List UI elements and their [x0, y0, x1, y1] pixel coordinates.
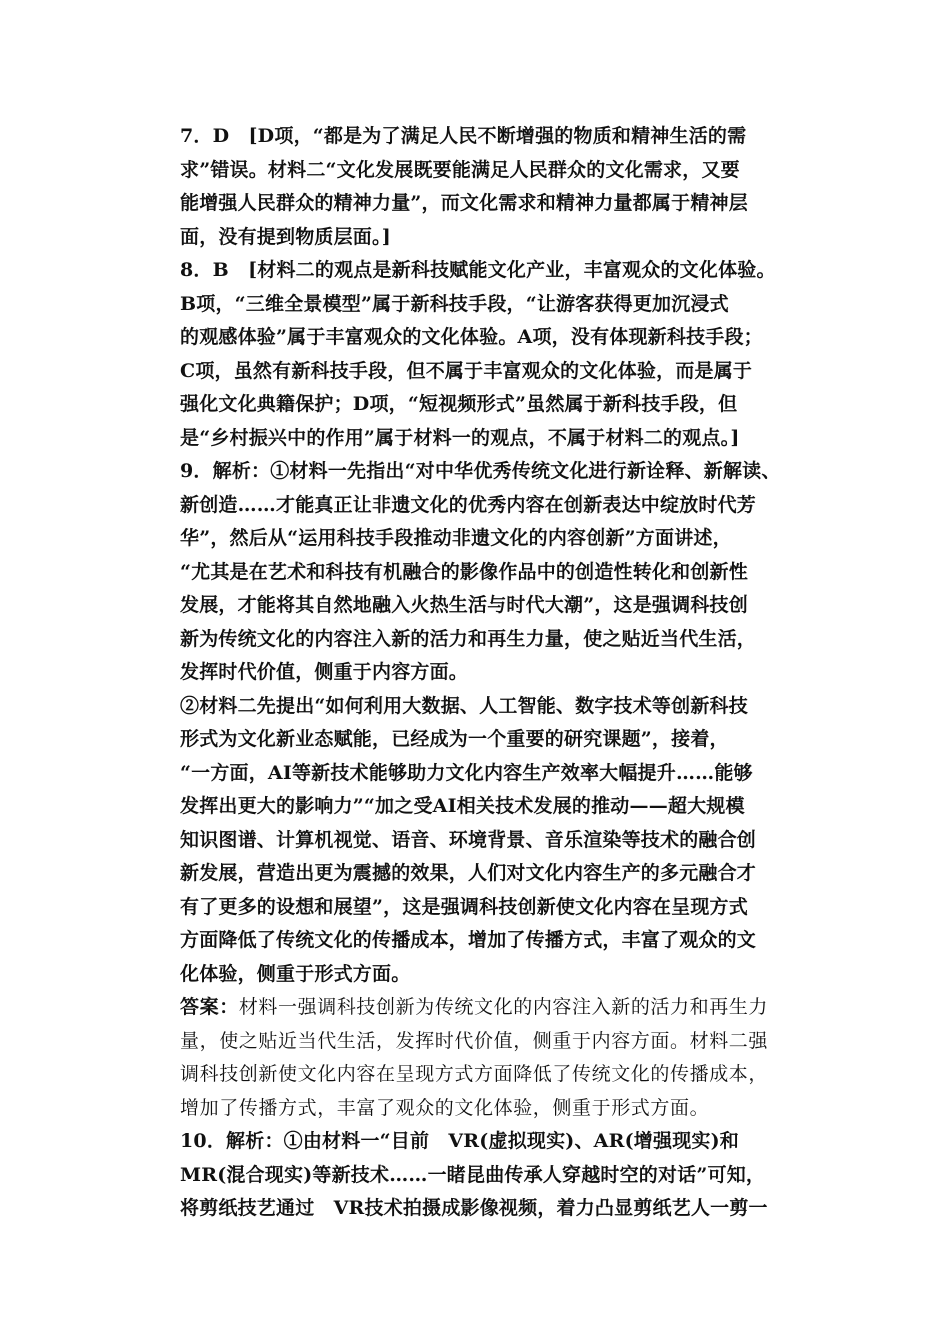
q9-line-5: 发展，才能将其自然地融入火热生活与时代大潮”，这是强调科技创 [180, 594, 748, 616]
q9-line-15: 方面降低了传统文化的传播成本，增加了传播方式，丰富了观众的文 [180, 929, 757, 951]
q9-line-13: 新发展，营造出更为震撼的效果，人们对文化内容生产的多元融合才 [180, 862, 757, 884]
q9-line-10: “一方面，AI等新技术能够助力文化内容生产效率大幅提升……能够 [180, 761, 753, 784]
q8-line-3: 的观感体验”属于丰富观众的文化体验。A项，没有体现新科技手段； [180, 326, 763, 348]
q7-line-1: 7．D [D项，“都是为了满足人民不断增强的物质和精神生活的需 [180, 125, 747, 147]
q10-line-1: 10．解析：①由材料一“目前 VR(虚拟现实)、AR(增强现实)和 [180, 1130, 739, 1152]
answer-line-4: 增加了传播方式，丰富了观众的文化体验，侧重于形式方面。 [180, 1096, 710, 1119]
q9-line-7: 发挥时代价值，侧重于内容方面。 [180, 661, 469, 683]
answer-line-3: 调科技创新使文化内容在呈现方式方面降低了传统文化的传播成本， [180, 1063, 769, 1085]
q9-line-8: ②材料二先提出“如何利用大数据、人工智能、数字技术等创新科技 [180, 694, 748, 717]
q9-line-16: 化体验，侧重于形式方面。 [180, 962, 411, 985]
q10-line-3: 将剪纸技艺通过 VR技术拍摄成影像视频，着力凸显剪纸艺人一剪一 [180, 1197, 768, 1219]
q8-line-4: C项，虽然有新科技手段，但不属于丰富观众的文化体验，而是属于 [180, 359, 753, 382]
q9-line-1: 9．解析：①材料一先指出“对中华优秀传统文化进行新诠释、新解读、 [180, 460, 781, 482]
q8-line-1: 8．B [材料二的观点是新科技赋能文化产业，丰富观众的文化体验。 [180, 259, 776, 281]
q7-line-2: 求”错误。材料二“文化发展既要能满足人民群众的文化需求，又要 [180, 158, 740, 181]
q9-line-6: 新为传统文化的内容注入新的活力和再生力量，使之贴近当代生活， [180, 627, 757, 650]
q9-line-3: 华”，然后从“运用科技手段推动非遗文化的内容创新”方面讲述， [180, 527, 732, 549]
q8-line-2: B项，“三维全景模型”属于新科技手段，“让游客获得更加沉浸式 [180, 292, 729, 315]
q7-line-3: 能增强人民群众的精神力量”，而文化需求和精神力量都属于精神层 [180, 192, 748, 214]
q8-line-5: 强化文化典籍保护；D项，“短视频形式”虽然属于新科技手段，但 [180, 393, 738, 415]
answer-line-2: 量，使之贴近当代生活，发挥时代价值，侧重于内容方面。材料二强 [180, 1029, 769, 1052]
answer-text-1: 材料一强调科技创新为传统文化的内容注入新的活力和再生力 [238, 996, 769, 1018]
q9-line-9: 形式为文化新业态赋能，已经成为一个重要的研究课题”，接着， [180, 728, 729, 750]
q10-line-2: MR(混合现实)等新技术……一睹昆曲传承人穿越时空的对话”可知， [180, 1163, 766, 1186]
answer-label: 答案： [180, 996, 239, 1018]
q9-line-4: “尤其是在艺术和科技有机融合的影像作品中的创造性转化和创新性 [180, 560, 748, 583]
q9-line-12: 知识图谱、计算机视觉、语音、环境背景、音乐渲染等技术的融合创 [180, 828, 757, 851]
q9-line-2: 新创造……才能真正让非遗文化的优秀内容在创新表达中绽放时代芳 [180, 493, 757, 516]
q8-line-6: 是“乡村振兴中的作用”属于材料一的观点，不属于材料二的观点。] [180, 426, 740, 449]
q9-line-14: 有了更多的设想和展望”，这是强调科技创新使文化内容在呈现方式 [180, 895, 748, 918]
q9-line-11: 发挥出更大的影响力”“加之受AI相关技术发展的推动——超大规模 [180, 795, 745, 817]
answer-key-page [180, 120, 780, 1226]
q7-line-4: 面，没有提到物质层面。] [180, 225, 391, 248]
answer-line-1 [180, 991, 780, 1025]
